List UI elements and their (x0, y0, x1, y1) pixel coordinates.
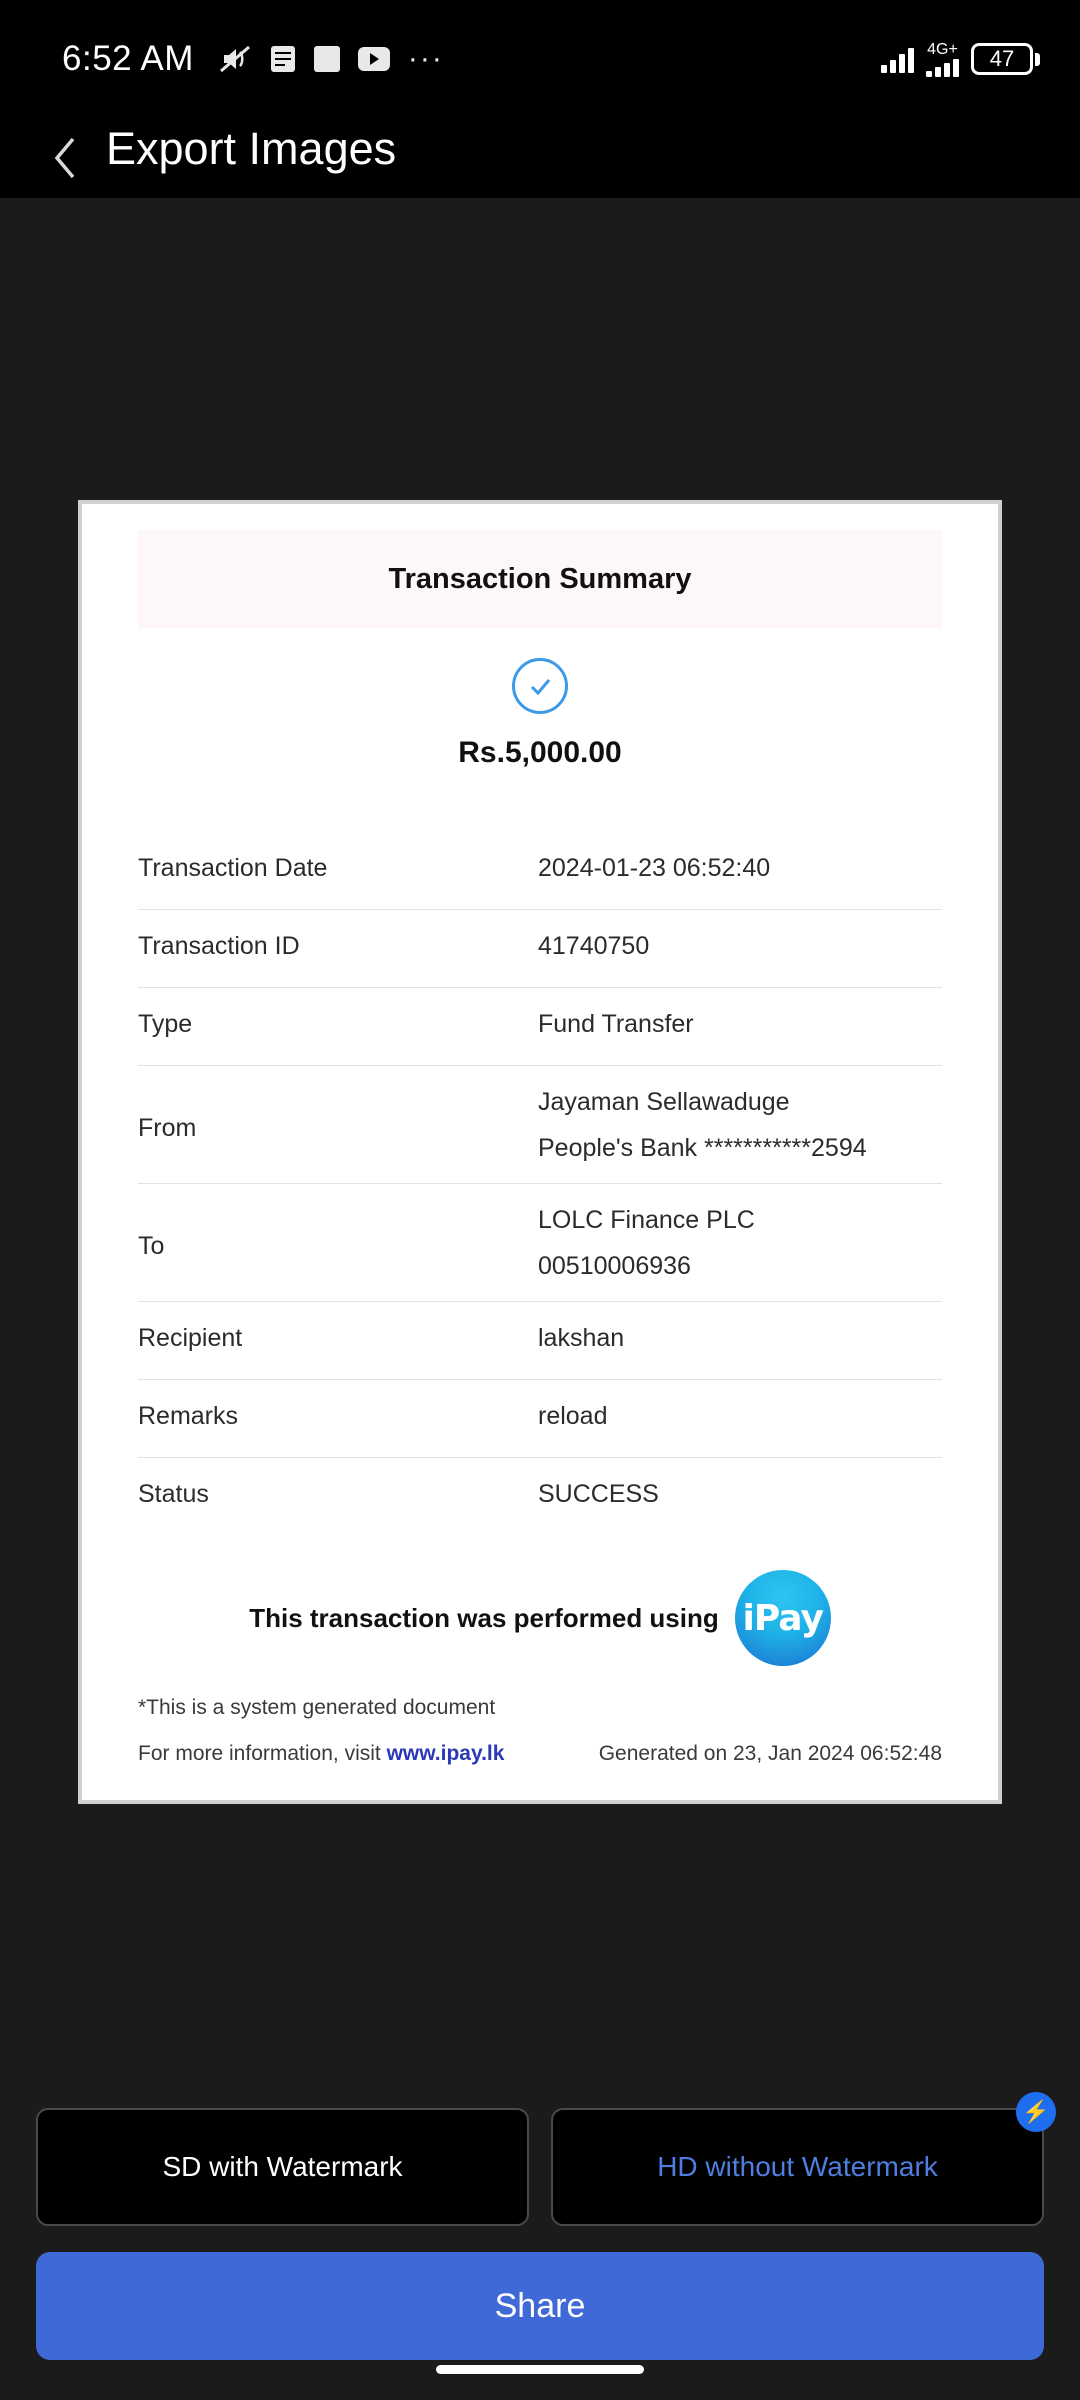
table-row (138, 988, 942, 1066)
table-row (138, 832, 942, 910)
status-time: 6:52 AM (62, 39, 194, 78)
table-row (138, 1458, 942, 1536)
sd-with-watermark-button[interactable]: SD with Watermark (36, 2108, 529, 2226)
preview-area (0, 198, 1080, 2080)
receipt-footer (138, 1742, 942, 1766)
row-value: reload (538, 1402, 608, 1430)
row-value: 41740750 (538, 932, 650, 960)
row-label: Transaction ID (138, 932, 300, 960)
row-value: lakshan (538, 1324, 625, 1352)
back-button[interactable] (36, 128, 96, 188)
transaction-details-table (138, 832, 942, 1536)
battery-icon (971, 43, 1040, 75)
performed-text: This transaction was performed using (249, 1602, 719, 1633)
generated-on: Generated on 23, Jan 2024 06:52:48 (598, 1742, 942, 1765)
system-note: *This is a system generated document (138, 1696, 496, 1719)
export-quality-options (36, 2099, 1050, 2226)
home-indicator[interactable] (436, 2365, 644, 2374)
receipt-header: Transaction Summary (138, 530, 942, 628)
app-bar (0, 118, 1080, 198)
bottom-action-bar (0, 2080, 1080, 2400)
hd-without-watermark-button[interactable]: HD without Watermark (551, 2108, 1044, 2226)
row-label: Transaction Date (138, 854, 328, 882)
success-icon-wrap (138, 658, 942, 714)
footer-prefix: For more information, visit (138, 1742, 381, 1765)
row-label: To (138, 1232, 165, 1260)
row-label: Remarks (138, 1402, 239, 1430)
row-label: Recipient (138, 1324, 243, 1352)
status-right-icons (881, 42, 1040, 77)
battery-level: 47 (971, 43, 1033, 75)
chevron-left-icon (51, 134, 81, 182)
table-row (138, 1066, 942, 1184)
bolt-icon: ⚡ (1016, 2092, 1056, 2132)
page-title: Export Images (106, 123, 397, 174)
ipay-website-link[interactable]: www.ipay.lk (386, 1742, 505, 1765)
mute-icon (218, 44, 252, 74)
row-value: Jayaman Sellawaduge People's Bank ***********2594 (538, 1088, 867, 1162)
share-button[interactable]: Share (36, 2252, 1044, 2360)
ipay-logo-icon: iPay (735, 1570, 831, 1666)
more-dots-icon: ··· (407, 42, 444, 75)
table-row (138, 1302, 942, 1380)
signal-bars-icon (881, 45, 914, 73)
check-circle-icon (512, 658, 568, 714)
app-square-icon (314, 46, 340, 72)
row-label: From (138, 1114, 197, 1142)
transaction-amount: Rs.5,000.00 (458, 736, 622, 769)
receipt-card (78, 500, 1002, 1804)
performed-using (138, 1570, 942, 1666)
network-type-icon: 4G+ (926, 42, 959, 77)
youtube-icon (358, 47, 390, 71)
document-icon (270, 45, 296, 73)
row-label: Type (138, 1010, 193, 1038)
row-label: Status (138, 1480, 209, 1508)
table-row (138, 910, 942, 988)
status-notification-icons (218, 44, 444, 74)
table-row (138, 1380, 942, 1458)
row-value: Fund Transfer (538, 1010, 694, 1038)
row-value: 2024-01-23 06:52:40 (538, 854, 771, 882)
row-value: LOLC Finance PLC 00510006936 (538, 1206, 755, 1280)
status-bar (0, 0, 1080, 118)
footer-info (138, 1742, 504, 1766)
status-badge: SUCCESS (538, 1480, 659, 1508)
table-row (138, 1184, 942, 1302)
